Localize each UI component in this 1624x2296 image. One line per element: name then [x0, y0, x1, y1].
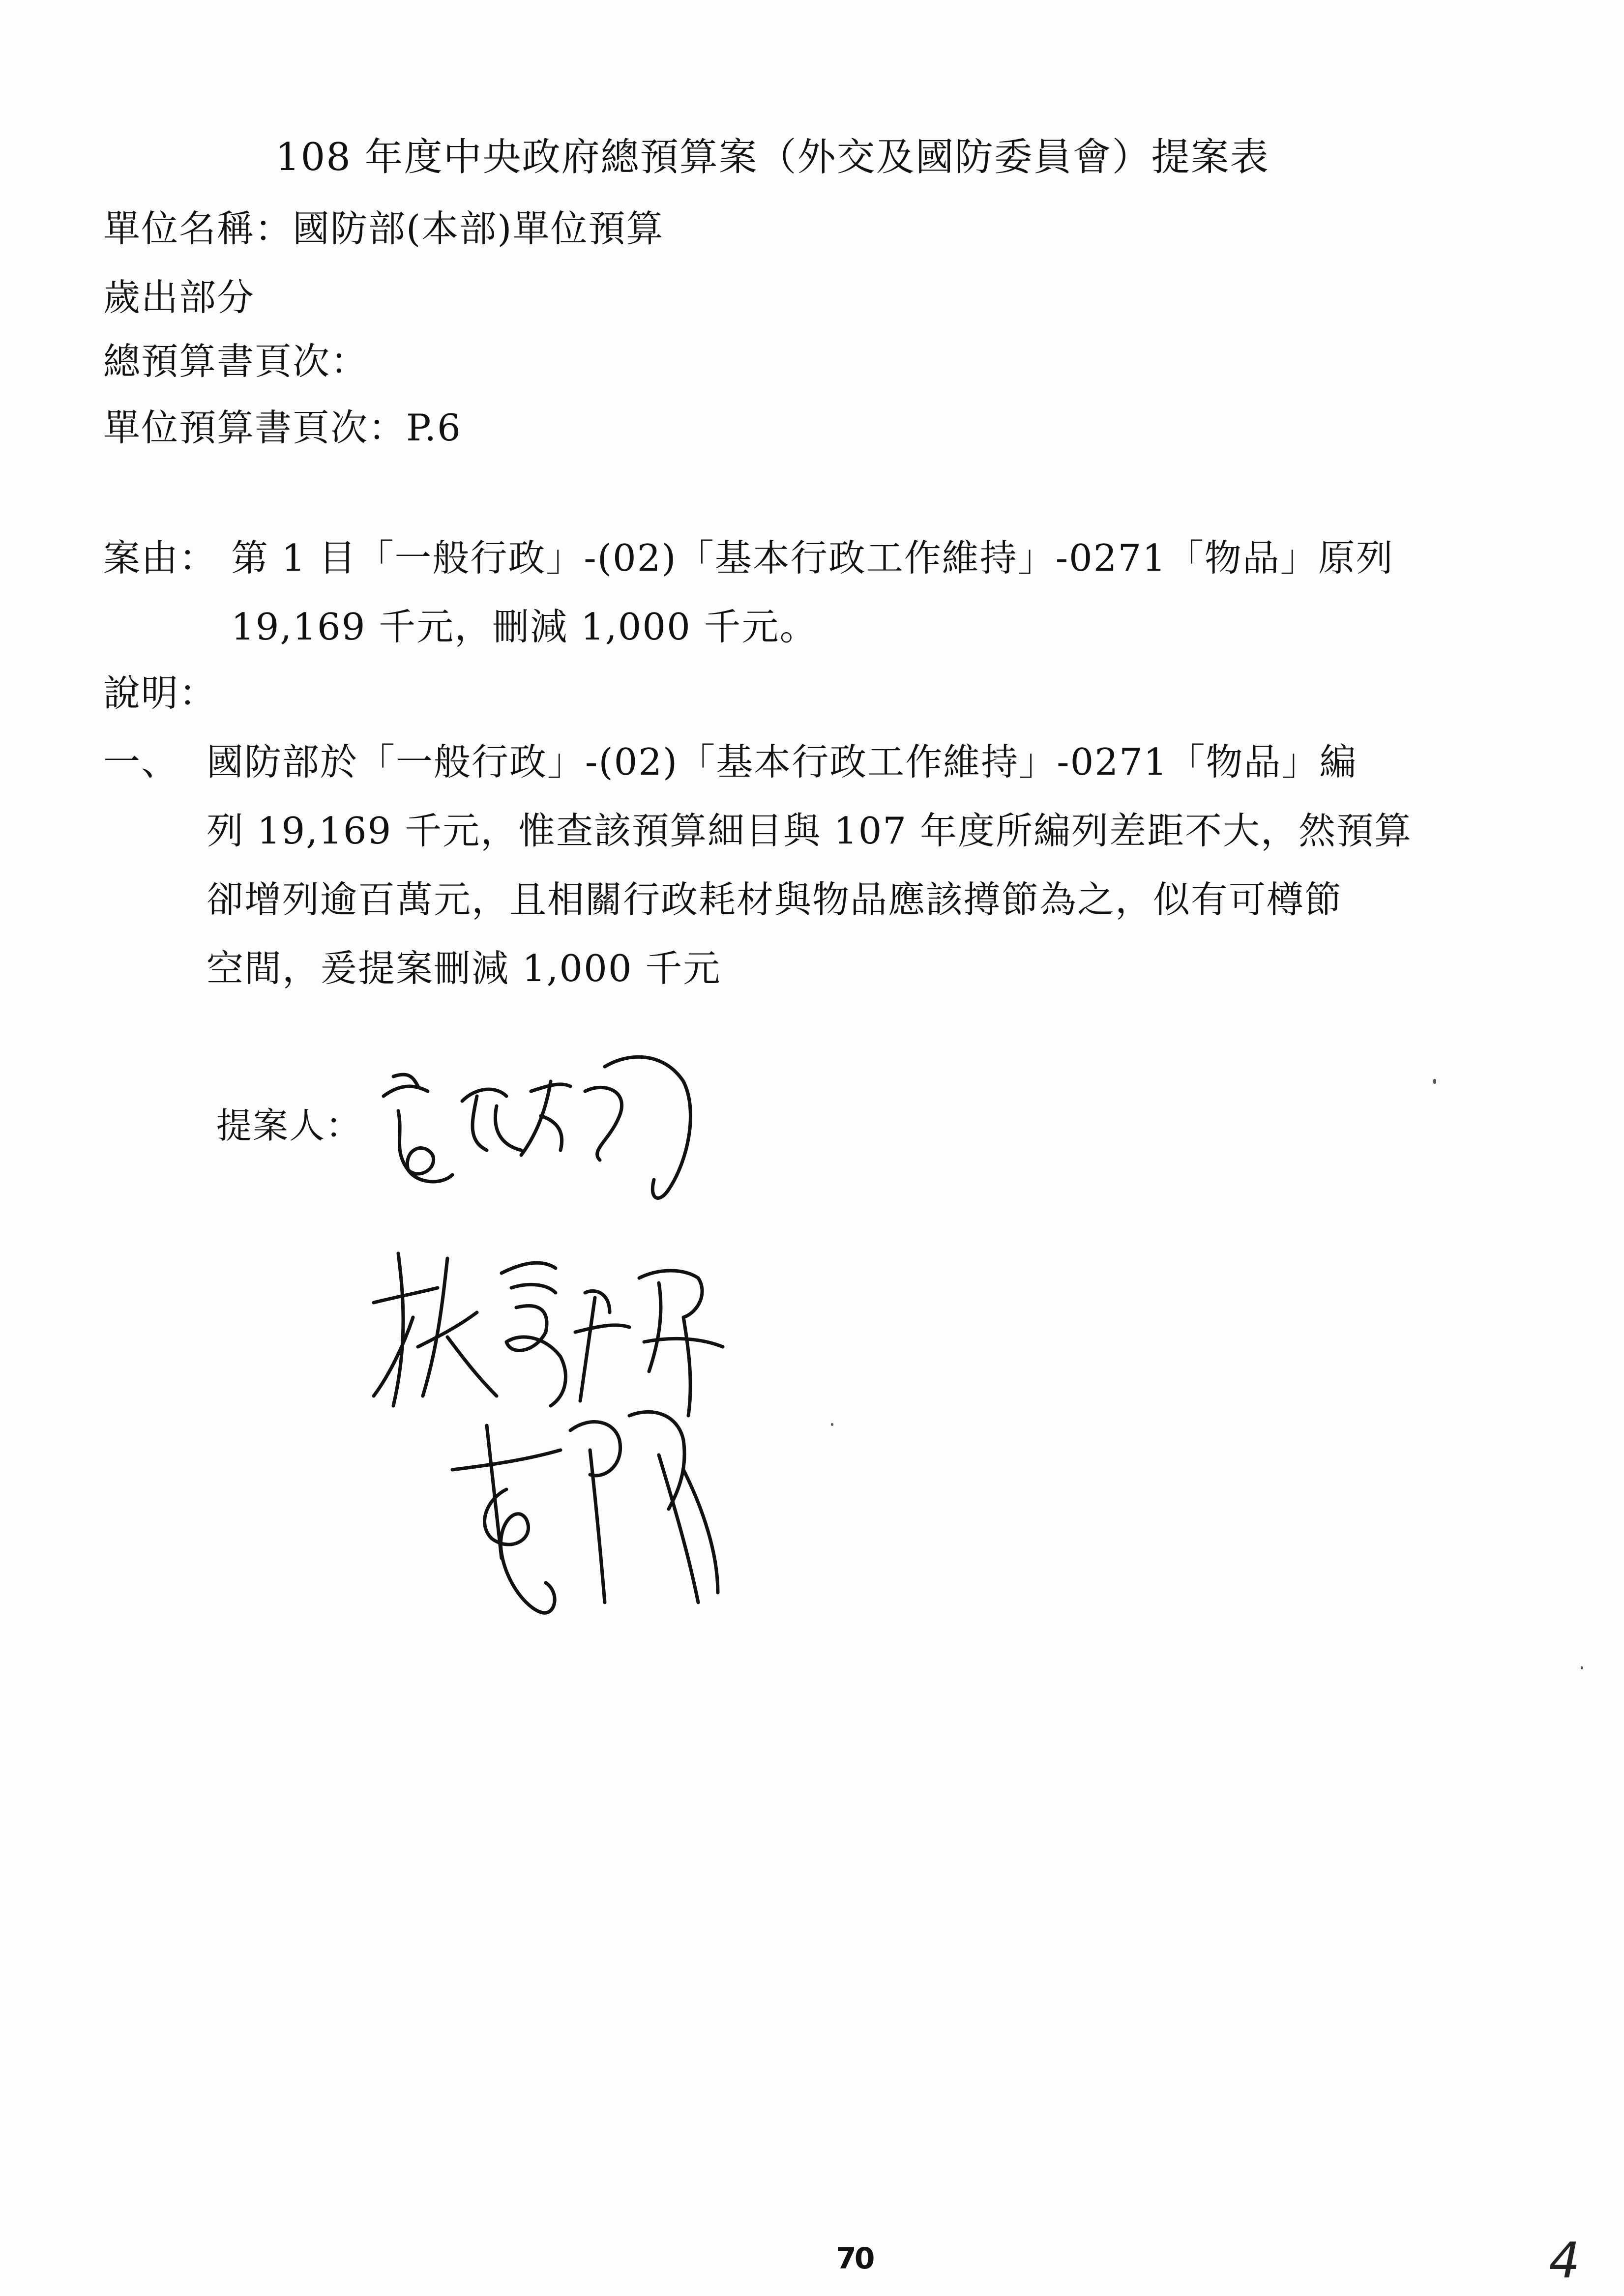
unit-name: 單位名稱：國防部(本部)單位預算: [103, 207, 664, 250]
scan-speck: [1581, 1666, 1583, 1669]
corner-mark: 4: [1549, 2232, 1580, 2289]
scan-speck: [831, 1423, 833, 1426]
proposer-label: 提案人：: [216, 1105, 362, 1146]
page-number: 70: [836, 2241, 873, 2276]
case-label: 案由：: [103, 536, 217, 580]
section-label: 歲出部分: [103, 276, 255, 319]
document-title: 108 年度中央政府總預算案（外交及國防委員會）提案表: [275, 135, 1270, 179]
explanation-line-3: 卻增列逾百萬元，且相關行政耗材與物品應該撙節為之，似有可樽節: [207, 878, 1343, 921]
signature-1: [374, 1022, 728, 1229]
case-text-line-2: 19,169 千元，刪減 1,000 千元。: [231, 605, 818, 648]
scan-speck: [1433, 1079, 1436, 1084]
explanation-line-1: 國防部於「一般行政」-(02)「基本行政工作維持」-0271「物品」編: [207, 740, 1358, 784]
explanation-line-2: 列 19,169 千元，惟查該預算細目與 107 年度所編列差距不大，然預算: [207, 809, 1412, 852]
explanation-item-number: 一、: [103, 740, 179, 784]
explanation-line-4: 空間，爰提案刪減 1,000 千元: [207, 947, 721, 990]
case-text-line-1: 第 1 目「一般行政」-(02)「基本行政工作維持」-0271「物品」原列: [231, 536, 1394, 580]
explanation-label: 說明：: [103, 671, 217, 715]
unit-budget-page: 單位預算書頁次：P.6: [103, 406, 462, 449]
signature-3: [443, 1396, 797, 1652]
total-budget-page: 總預算書頁次：: [103, 340, 369, 383]
